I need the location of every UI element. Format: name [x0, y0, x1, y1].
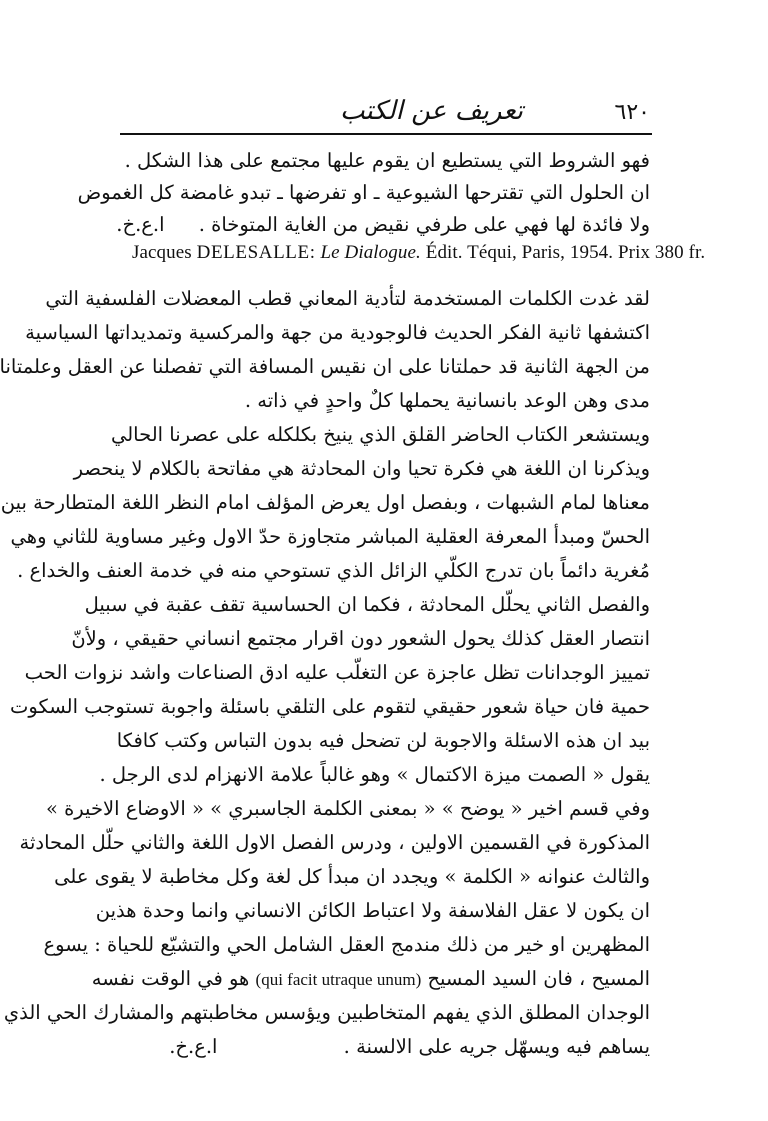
body-line: المذكورة في القسمين الاولين ، ودرس الفصل الاول اللغة والثاني حلّل المحادثة [19, 831, 650, 854]
citation-author-last: DELESALLE: [196, 242, 316, 263]
body-line-text: هو [228, 967, 250, 990]
body-line: ان الحلول التي تقترحها الشيوعية ـ او تفرضها ـ تبدو غامضة كل الغموض [77, 181, 650, 204]
body-line: من الجهة الثانية قد حملتانا على ان نقيس المسافة التي تفصلنا عن العقل وعلمتانا [0, 355, 650, 378]
body-line: ويذكرنا ان اللغة هي فكرة تحيا وان المحادثة هي مفاتحة بالكلام لا ينحصر [73, 457, 650, 480]
body-line-text: المسيح ، فان السيد المسيح [427, 967, 650, 990]
body-line-text: في الوقت نفسه [91, 967, 223, 990]
body-line: يقول « الصمت ميزة الاكتمال » وهو غالباً علامة الانهزام لدى الرجل . [99, 763, 650, 786]
body-line: حمية فان حياة شعور حقيقي لتقوم على التلقي باسئلة واجوبة تستوجب السكوت [10, 695, 650, 718]
body-line: مُغرية دائماً بان تدرج الكلّي الزائل الذي تستوحي منه في خدمة العنف والخداع . [17, 559, 650, 582]
body-line: تمييز الوجدانات تظل عاجزة عن التغلّب عليه ادق الصناعات واشد نزوات الحب [24, 661, 650, 684]
body-line-text: ولا فائدة لها فهي على طرفي نقيض من الغاية المتوخاة . [198, 213, 650, 236]
body-line: مدى وهن الوعد بانسانية يحملها كلٌ واحدٍ في ذاته . [244, 389, 650, 412]
reviewer-signature: ا.ع.خ. [169, 1035, 218, 1058]
body-line: وفي قسم اخير « يوضح » « بمعنى الكلمة الجاسبري » « الاوضاع الاخيرة » [45, 797, 650, 820]
body-line: والثالث عنوانه « الكلمة » ويجدد ان مبدأ كل لغة وكل مخاطبة لا يقوى على [54, 865, 650, 888]
body-line: الحسّ ومبدأ المعرفة العقلية المباشر متجاوزة حدّ الاول وغير مساوية للثاني وهي [10, 525, 650, 548]
latin-phrase: (qui facit utraque unum) [255, 970, 422, 989]
body-line-mixed [91, 964, 650, 995]
body-line: فهو الشروط التي يستطيع ان يقوم عليها مجتمع على هذا الشكل . [124, 149, 650, 172]
body-line [110, 210, 650, 240]
body-line: لقد غدت الكلمات المستخدمة لتأدية المعاني قطب المعضلات الفلسفية التي [45, 287, 650, 310]
body-line: انتصار العقل كذلك يحول الشعور دون اقرار مجتمع انساني حقيقي ، ولأنّ [71, 627, 650, 650]
body-line: ويستشعر الكتاب الحاضر القلق الذي ينيخ بكلكله على عصرنا الحالي [110, 423, 650, 446]
citation-publisher: Édit. Téqui, Paris, 1954. Prix 380 fr. [425, 242, 706, 263]
reviewer-signature: ا.ع.خ. [116, 213, 165, 236]
body-line: معناها لمام الشبهات ، وبفصل اول يعرض المؤلف امام النظر اللغة المتطارحة بين [0, 491, 650, 514]
book-citation [132, 242, 706, 264]
body-line: الوجدان المطلق الذي يفهم المتخاطبين ويؤسس مخاطبتهم والمشارك الحي الذي [3, 1001, 650, 1024]
page-number: ٦٢٠ [614, 100, 650, 125]
citation-author-first: Jacques [132, 242, 192, 263]
body-line: بيد ان هذه الاسئلة والاجوبة لن تضحل فيه بدون التباس وكتب كافكا [116, 729, 650, 752]
body-line-text: يساهم فيه ويسهّل جريه على الالسنة . [343, 1035, 650, 1058]
body-line: اكتشفها ثانية الفكر الحديث فالوجودية من جهة والمركسية وتمديداتها السياسية [25, 321, 650, 344]
body-line: ان يكون لا عقل الفلاسفة ولا اعتباط الكائن الانساني وانما وحدة هذين [95, 899, 650, 922]
citation-title: Le Dialogue. [320, 242, 421, 263]
page-header [120, 92, 650, 132]
body-line: والفصل الثاني يحلّل المحادثة ، فكما ان الحساسية تقف عقبة في سبيل [84, 593, 650, 616]
running-title: تعريف عن الكتب [340, 96, 523, 126]
header-rule [120, 133, 652, 135]
body-line: المظهرين او خير من ذلك مندمج العقل الشامل الحي والتشيّع للحياة : يسوع [43, 933, 650, 956]
body-line [110, 1032, 650, 1062]
